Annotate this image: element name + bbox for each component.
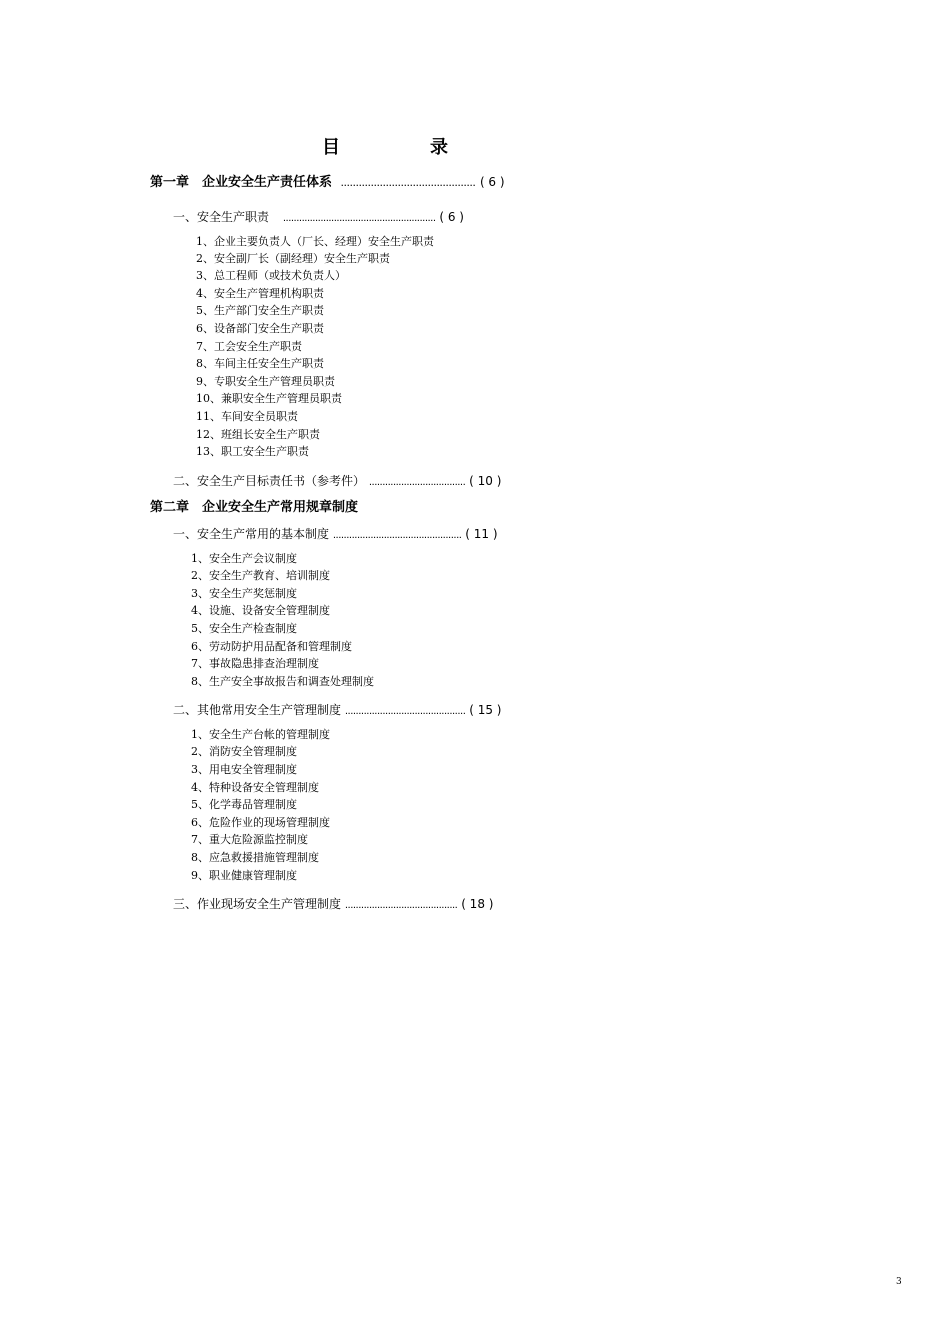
toc-item[interactable]: 9、专职安全生产管理员职责 — [196, 375, 335, 388]
toc-item[interactable]: 1、安全生产台帐的管理制度 — [191, 728, 330, 741]
toc-chapter-1[interactable] — [150, 174, 505, 191]
toc-section-2-3[interactable] — [173, 896, 493, 914]
toc-chapter-1-label: 第一章 企业安全生产责任体系 — [150, 175, 333, 190]
page-number: 3 — [896, 1277, 902, 1287]
toc-section-1-2[interactable] — [173, 473, 501, 491]
toc-chapter-2-label: 第二章 企业安全生产常用规章制度 — [150, 500, 359, 515]
toc-item[interactable]: 6、设备部门安全生产职责 — [196, 322, 324, 335]
toc-item[interactable]: 8、车间主任安全生产职责 — [196, 357, 324, 370]
toc-section-label: 二、其他常用安全生产管理制度 — [173, 703, 342, 717]
toc-page-ref: ( 6 ) — [479, 175, 505, 189]
toc-item[interactable]: 3、总工程师（或技术负责人） — [196, 269, 346, 282]
toc-page-ref: ( 11 ) — [465, 527, 498, 541]
toc-item[interactable]: 4、特种设备安全管理制度 — [191, 781, 319, 794]
toc-item[interactable]: 8、生产安全事故报告和调查处理制度 — [191, 675, 374, 688]
toc-page-ref: ( 18 ) — [461, 897, 494, 911]
toc-leader-dots: ................................................ — [332, 530, 462, 541]
toc-item[interactable]: 13、职工安全生产职责 — [196, 445, 309, 458]
toc-section-1-1[interactable] — [173, 209, 464, 227]
toc-page-ref: ( 15 ) — [469, 703, 502, 717]
toc-item[interactable]: 2、安全生产教育、培训制度 — [191, 569, 330, 582]
toc-item[interactable]: 5、化学毒品管理制度 — [191, 798, 297, 811]
toc-leader-dots: .................................... — [368, 477, 466, 488]
toc-item[interactable]: 7、重大危险源监控制度 — [191, 833, 308, 846]
toc-section-label: 三、作业现场安全生产管理制度 — [173, 897, 342, 911]
toc-item[interactable]: 11、车间安全员职责 — [196, 410, 298, 423]
toc-page-ref: ( 10 ) — [469, 474, 502, 488]
toc-section-label: 二、安全生产目标责任书（参考件） — [173, 474, 366, 488]
toc-chapter-2[interactable] — [150, 500, 358, 516]
toc-item[interactable]: 1、企业主要负责人（厂长、经理）安全生产职责 — [196, 235, 434, 248]
toc-item[interactable]: 5、生产部门安全生产职责 — [196, 304, 324, 317]
toc-item[interactable]: 1、安全生产会议制度 — [191, 552, 297, 565]
toc-item[interactable]: 4、设施、设备安全管理制度 — [191, 604, 330, 617]
toc-leader-dots: ............................................. — [340, 176, 476, 189]
toc-item[interactable]: 5、安全生产检查制度 — [191, 622, 297, 635]
toc-section-label: 一、安全生产常用的基本制度 — [173, 527, 330, 541]
toc-item[interactable]: 6、危险作业的现场管理制度 — [191, 816, 330, 829]
toc-section-2-1[interactable] — [173, 526, 498, 544]
toc-item[interactable]: 3、用电安全管理制度 — [191, 763, 297, 776]
toc-page-ref: ( 6 ) — [439, 210, 464, 224]
toc-leader-dots: ......................................................... — [282, 213, 436, 224]
toc-item[interactable]: 12、班组长安全生产职责 — [196, 428, 320, 441]
toc-leader-dots: ............................................. — [344, 706, 466, 717]
toc-item[interactable]: 4、安全生产管理机构职责 — [196, 287, 324, 300]
toc-item[interactable]: 8、应急救援措施管理制度 — [191, 851, 319, 864]
toc-item[interactable]: 7、工会安全生产职责 — [196, 340, 302, 353]
toc-leader-dots: .......................................... — [344, 900, 458, 911]
toc-title: 目 录 — [322, 137, 484, 158]
toc-item[interactable]: 10、兼职安全生产管理员职责 — [196, 392, 342, 405]
toc-item[interactable]: 7、事故隐患排查治理制度 — [191, 657, 319, 670]
toc-section-2-2[interactable] — [173, 702, 501, 720]
toc-item[interactable]: 2、安全副厂长（副经理）安全生产职责 — [196, 252, 390, 265]
toc-section-label: 一、安全生产职责 — [173, 210, 270, 224]
toc-item[interactable]: 2、消防安全管理制度 — [191, 745, 297, 758]
toc-item[interactable]: 9、职业健康管理制度 — [191, 869, 297, 882]
toc-item[interactable]: 6、劳动防护用品配备和管理制度 — [191, 640, 352, 653]
toc-item[interactable]: 3、安全生产奖惩制度 — [191, 587, 297, 600]
